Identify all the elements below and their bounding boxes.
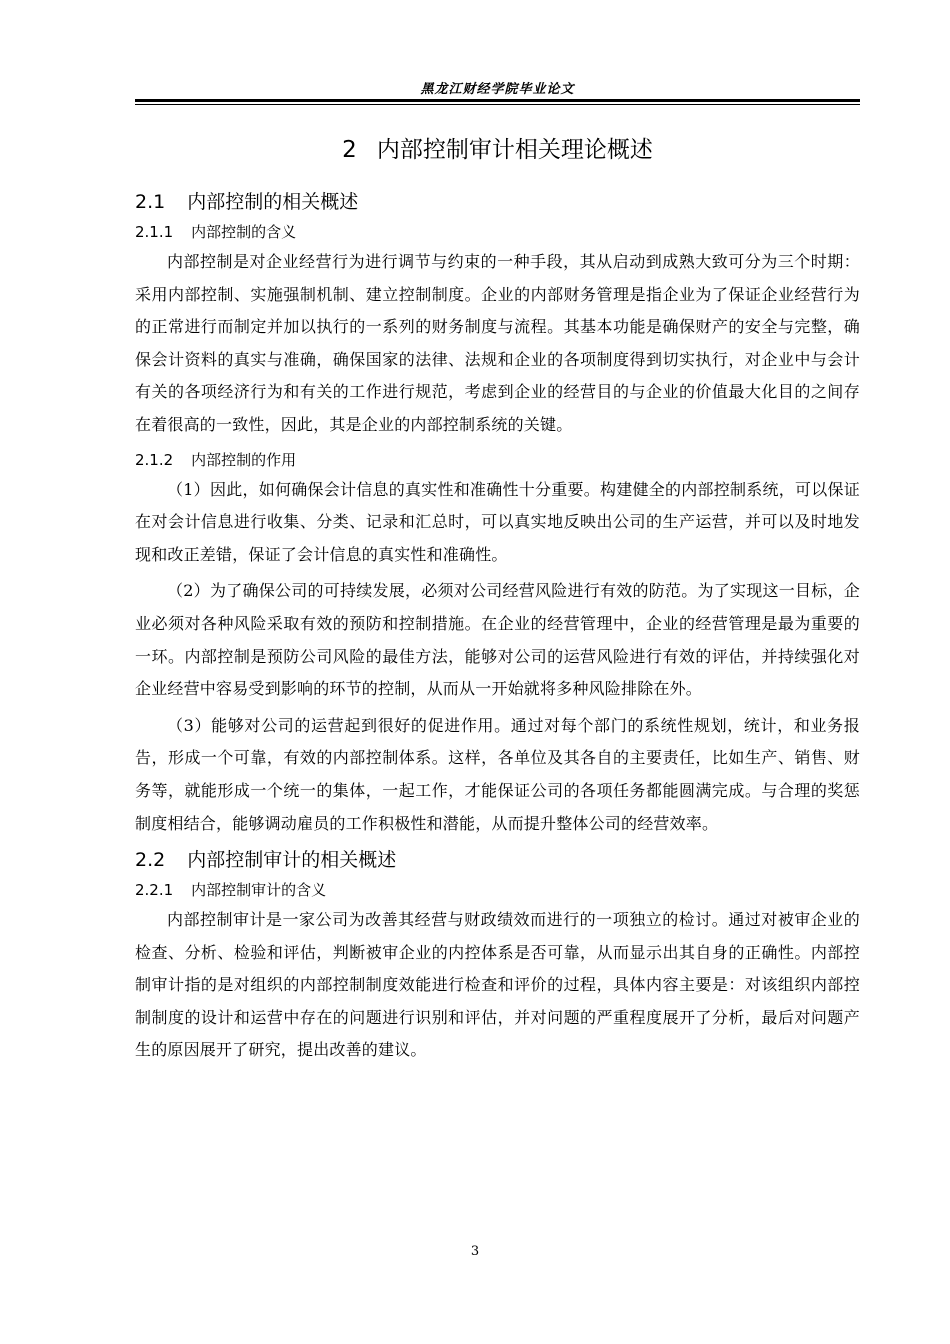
chapter-title: [135, 128, 860, 172]
body-paragraph: 内部控制是对企业经营行为进行调节与约束的一种手段，其从启动到成熟大致可分为三个时期：采用内部控制、实施强制机制、建立控制制度。企业的内部财务管理是指企业为了保证企业经营行为的正常进行而制定并加以执行的一系列的财务制度与流程。其基本功能是确保财产的安全与完整，确保会计资料的真实与准确，确保国家的法律、法规和企业的各项制度得到切实执行，对企业中与会计有关的各项经济行为和有关的工作进行规范，考虑到企业的经营目的与企业的价值最大化目的之间存在着很高的一致性，因此，其是企业的内部控制系统的关键。: [135, 252, 860, 434]
subsection-title: 内部控制的含义: [191, 223, 297, 241]
section-heading-2-2: [135, 844, 860, 876]
subsection-number: 2.1.2: [135, 450, 174, 469]
page-number: 3: [470, 1244, 480, 1259]
subsection-heading-2-2-1: [135, 876, 860, 904]
section-number: 2.1: [135, 191, 166, 213]
section-heading-2-1: [135, 186, 860, 218]
subsection-title: 内部控制的作用: [191, 450, 297, 469]
running-header: 黑龙江财经学院毕业论文: [420, 82, 575, 97]
section-title: 内部控制审计的相关概述: [187, 849, 397, 872]
header-rule-thick: [135, 99, 860, 102]
body-paragraph: （3）能够对公司的运营起到很好的促进作用。通过对每个部门的系统性规划，统计，和业务报告，形成一个可靠，有效的内部控制体系。这样，各单位及其各自的主要责任，比如生产、销售、财务等，就能形成一个统一的集体，一起工作，才能保证公司的各项任务都能圆满完成。与合理的奖惩制度相结合，能够调动雇员的工作积极性和潜能，从而提升整体公司的经营效率。: [135, 715, 860, 833]
body-paragraph: （1）因此，如何确保会计信息的真实性和准确性十分重要。构建健全的内部控制系统，可以保证在对会计信息进行收集、分类、记录和汇总时，可以真实地反映出公司的生产运营，并可以及时地发现和改正差错，保证了会计信息的真实性和准确性。: [135, 479, 860, 564]
body-paragraph: 内部控制审计是一家公司为改善其经营与财政绩效而进行的一项独立的检讨。通过对被审企业的检查、分析、检验和评估，判断被审企业的内控体系是否可靠，从而显示出其自身的正确性。内部控制审计指的是对组织的内部控制制度效能进行检查和评价的过程，具体内容主要是：对该组织内部控制制度的设计和运营中存在的问题进行识别和评估，并对问题的严重程度展开了分析，最后对问题产生的原因展开了研究，提出改善的建议。: [135, 910, 860, 1060]
subsection-number: 2.2.1: [135, 881, 174, 900]
chapter-title-text: 内部控制审计相关理论概述: [376, 137, 653, 163]
chapter-number: 2: [342, 137, 357, 163]
subsection-number: 2.1.1: [135, 223, 174, 241]
page-content: [135, 128, 860, 1067]
subsection-heading-2-1-2: [135, 446, 860, 474]
subsection-title: 内部控制审计的含义: [191, 881, 327, 900]
section-number: 2.2: [135, 849, 166, 872]
subsection-heading-2-1-1: [135, 218, 860, 246]
header-rule-thin: [135, 104, 860, 105]
section-title: 内部控制的相关概述: [187, 191, 359, 213]
body-paragraph: （2）为了确保公司的可持续发展，必须对公司经营风险进行有效的防范。为了实现这一目标，企业必须对各种风险采取有效的预防和控制措施。在企业的经营管理中，企业的经营管理是最为重要的一环。内部控制是预防公司风险的最佳方法，能够对公司的运营风险进行有效的评估，并持续强化对企业经营中容易受到影响的环节的控制，从而从一开始就将多种风险排除在外。: [135, 581, 860, 699]
